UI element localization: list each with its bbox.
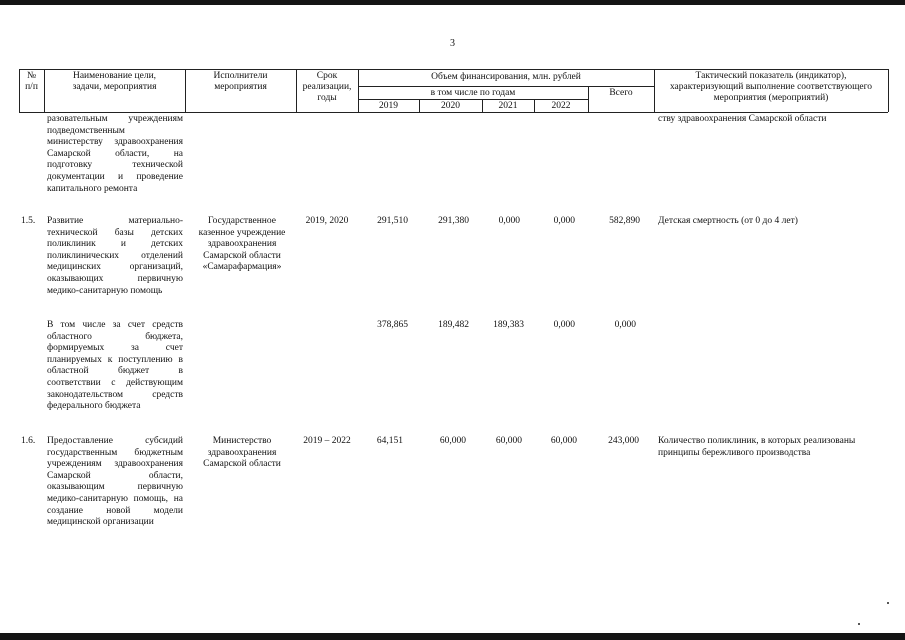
header-term: Срок реализации, годы	[302, 71, 352, 103]
row-2022: 0,000	[553, 320, 575, 330]
row-2020: 291,380	[438, 216, 469, 226]
row-2021: 60,000	[495, 436, 522, 446]
row-2021: 0,000	[498, 216, 520, 226]
row-indicator: Количество поликлиник, в которых реализованы принципы бережливого производства	[658, 436, 856, 458]
scan-edge-top	[0, 0, 905, 5]
row-indicator: Детская смертность (от 0 до 4 лет)	[658, 216, 798, 226]
header-top-rule	[19, 69, 888, 70]
page-number: 3	[450, 38, 455, 49]
row-executor: Государственное казенное учреждение здравоохранения Самарской области «Самарафармация»	[198, 216, 286, 273]
scan-speck	[887, 602, 889, 604]
row-term: 2019, 2020	[305, 216, 349, 226]
continuation-indicator: ству здравоохранения Самарской области	[658, 114, 827, 124]
header-indicator: Тактический показатель (индикатор), характеризующий выполнение соответствующего мероприятия (мероприятий)	[669, 71, 873, 103]
row-goal: Предоставление субсидий государственным бюджетным учреждениям здравоохранения Самарской области, оказывающим первичную медико-санитарную помощь, на создание новой модели медицинской организации	[47, 436, 183, 528]
header-total: Всего	[609, 88, 633, 98]
row-goal: Развитие материально-технической базы детских поликлиник и детских поликлинических отделений медицинских организаций, оказывающих первичную медико-санитарную помощь	[47, 216, 183, 296]
row-total: 0,000	[614, 320, 636, 330]
header-year-2021: 2021	[498, 101, 518, 111]
header-year-2019: 2019	[379, 101, 398, 111]
row-goal: В том числе за счет средств областного бюджета, формируемых за счет планируемых к поступлению в областной бюджет в соответствии с действующим законодательством средств федерального бюджета	[47, 320, 183, 412]
row-2022: 60,000	[550, 436, 577, 446]
header-goal: Наименование цели, задачи, мероприятия	[72, 71, 157, 92]
header-bottom-rule	[19, 112, 888, 113]
row-term: 2019 – 2022	[303, 436, 351, 446]
row-2022: 0,000	[553, 216, 575, 226]
row-2020: 60,000	[439, 436, 466, 446]
header-year-2022: 2022	[551, 101, 571, 111]
scan-edge-bottom	[0, 633, 905, 640]
header-num: № п/п	[25, 71, 38, 92]
row-total: 582,890	[609, 216, 640, 226]
row-executor: Министерство здравоохранения Самарской области	[203, 436, 281, 470]
scan-speck	[858, 623, 860, 625]
row-number: 1.5.	[21, 216, 36, 226]
continuation-goal: разовательным учреждениям подведомственным министерству здравоохранения Самарской области, на подготовку технической документации и проведение капитального ремонта	[47, 114, 183, 194]
row-2019: 378,865	[377, 320, 408, 330]
row-number: 1.6.	[21, 436, 36, 446]
header-funding: Объем финансирования, млн. рублей	[431, 72, 581, 82]
funding-subrule	[358, 86, 654, 87]
row-2021: 189,383	[493, 320, 524, 330]
row-2020: 189,482	[438, 320, 469, 330]
row-2019: 64,151	[376, 436, 403, 446]
row-2019: 291,510	[377, 216, 408, 226]
header-by-years: в том числе по годам	[430, 88, 516, 98]
header-year-2020: 2020	[441, 101, 460, 111]
row-total: 243,000	[608, 436, 639, 446]
header-executors: Исполнители мероприятия	[213, 71, 268, 92]
col-border	[888, 69, 889, 112]
years-subrule	[358, 99, 588, 100]
